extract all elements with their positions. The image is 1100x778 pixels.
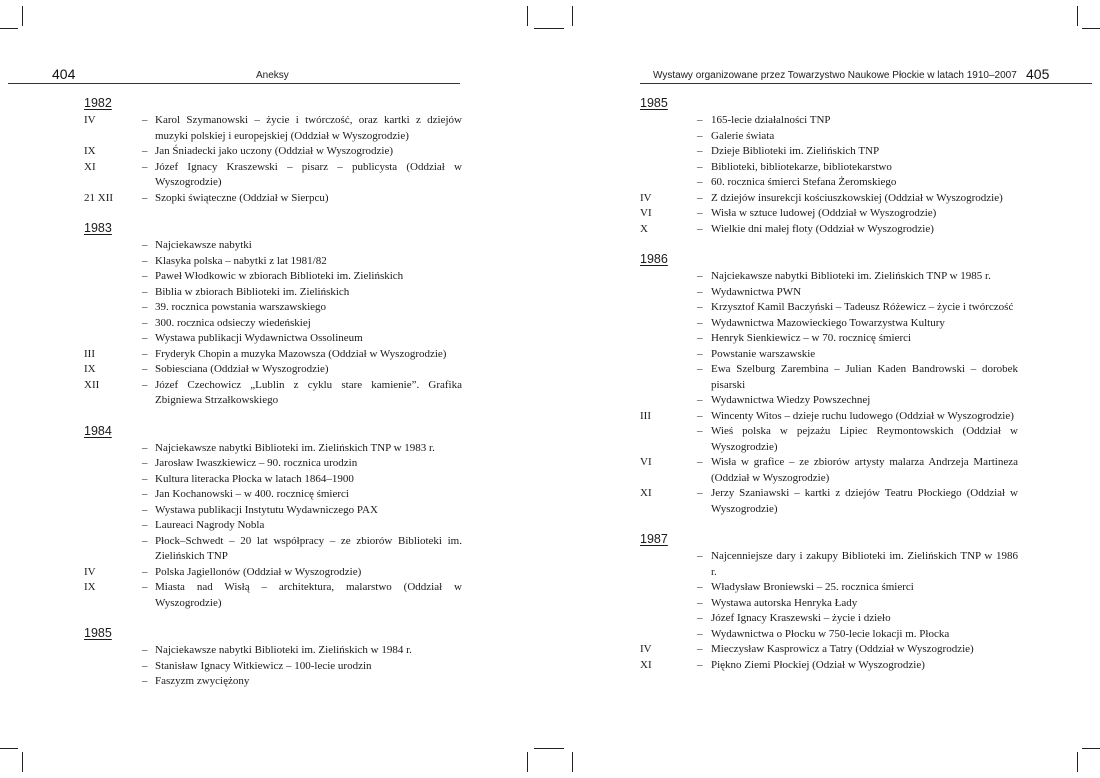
entry-month — [640, 300, 697, 316]
year-section — [640, 95, 1018, 237]
exhibition-entry — [84, 254, 462, 270]
exhibition-entry — [84, 503, 462, 519]
entry-title: Piękno Ziemi Płockiej (Odział w Wyszogrodzie) — [711, 658, 925, 671]
exhibition-entry — [84, 487, 462, 503]
entry-title: Karol Szymanowski – życie i twórczość, oraz kartki z dziejów muzyki polskiej i europejskiej (Oddział w Wyszogrodzie) — [155, 114, 462, 142]
exhibition-entry — [640, 580, 1018, 596]
exhibition-entry — [640, 409, 1018, 425]
entry-dash: – — [697, 176, 703, 188]
entry-title: Wincenty Witos – dzieje ruchu ludowego (Oddział w Wyszogrodzie) — [711, 409, 1014, 422]
entry-month: X — [640, 222, 648, 235]
entry-dash: – — [697, 394, 703, 406]
entry-title: Wielkie dni małej floty (Oddział w Wyszogrodzie) — [711, 222, 934, 235]
exhibition-entry — [640, 191, 1018, 207]
entry-month — [640, 580, 697, 596]
entry-month — [640, 424, 697, 455]
section-gap — [84, 611, 462, 625]
entry-dash: – — [142, 332, 148, 344]
entry-month: XI — [640, 658, 652, 671]
entry-month: XI — [640, 487, 652, 499]
entry-month — [84, 518, 142, 534]
exhibition-entry — [84, 316, 462, 332]
exhibition-entry — [640, 222, 1018, 238]
entry-month — [84, 331, 142, 347]
entry-month — [640, 347, 697, 363]
exhibition-entry — [84, 269, 462, 285]
entry-title: Wieś polska w pejzażu Lipiec Reymontowskich (Oddział w Wyszogrodzie) — [711, 425, 1018, 453]
year-heading: 1983 — [84, 221, 112, 235]
year-heading: 1984 — [84, 423, 112, 438]
entry-month — [84, 441, 142, 457]
entry-title: Henryk Sienkiewicz – w 70. rocznicę śmierci — [711, 332, 912, 344]
entry-dash: – — [697, 409, 703, 422]
entry-month: 21 XII — [84, 191, 114, 204]
year-heading: 1985 — [84, 626, 112, 640]
running-head: Aneksy — [256, 70, 289, 81]
exhibition-entry — [640, 424, 1018, 455]
exhibition-entry — [640, 285, 1018, 301]
entry-title: Wydawnictwa Wiedzy Powszechnej — [711, 394, 871, 406]
exhibition-entry — [640, 362, 1018, 393]
entry-title: Dzieje Biblioteki im. Zielińskich TNP — [711, 145, 880, 157]
entry-month — [84, 269, 142, 285]
entry-dash: – — [142, 488, 148, 500]
entry-month — [640, 393, 697, 409]
exhibition-entry — [640, 596, 1018, 612]
entry-month — [640, 316, 697, 332]
exhibition-entry — [84, 191, 462, 207]
entry-dash: – — [142, 347, 148, 360]
entry-title: Faszyzm zwyciężony — [155, 675, 250, 687]
entry-dash: – — [142, 285, 148, 298]
entry-dash: – — [142, 581, 148, 593]
entry-title: Wydawnictwa o Płocku w 750-lecie lokacji m. Płocka — [711, 627, 950, 640]
entry-dash: – — [697, 191, 703, 204]
entry-title: Józef Ignacy Kraszewski – pisarz – publicysta (Oddział w Wyszogrodzie) — [155, 160, 462, 188]
entry-title: Szopki świąteczne (Oddział w Sierpcu) — [155, 191, 329, 204]
entry-title: Galerie świata — [711, 129, 775, 142]
entry-month: IV — [640, 191, 652, 204]
entry-dash: – — [142, 565, 148, 578]
exhibition-entry — [84, 674, 462, 690]
entry-dash: – — [142, 301, 148, 313]
exhibition-entry — [640, 175, 1018, 191]
entry-dash: – — [142, 114, 148, 126]
exhibition-entry — [640, 316, 1018, 332]
year-heading: 1982 — [84, 96, 112, 110]
entry-dash: – — [142, 457, 148, 469]
year-section — [84, 95, 462, 206]
entry-month: IV — [84, 114, 96, 126]
entry-title: Powstanie warszawskie — [711, 347, 816, 360]
exhibition-entry — [84, 456, 462, 472]
entry-month — [84, 643, 142, 659]
entry-dash: – — [142, 160, 148, 173]
entry-title: Z dziejów insurekcji kościuszkowskiej (Oddział w Wyszogrodzie) — [711, 191, 1003, 204]
entry-title: Najcenniejsze dary i zakupy Biblioteki im. Zielińskich TNP w 1986 r. — [711, 550, 1018, 578]
entry-dash: – — [697, 207, 703, 219]
entry-dash: – — [142, 270, 148, 282]
entry-month — [84, 254, 142, 270]
section-gap — [84, 206, 462, 220]
entry-month — [84, 316, 142, 332]
year-heading: 1986 — [640, 252, 668, 266]
entry-title: Laureaci Nagrody Nobla — [155, 519, 265, 531]
exhibition-entry — [84, 472, 462, 488]
right-page — [550, 0, 1100, 778]
entry-month — [640, 175, 697, 191]
entry-title: Jan Kochanowski – w 400. rocznicę śmierci — [155, 488, 349, 500]
section-gap — [640, 517, 1018, 531]
entry-title: Najciekawsze nabytki — [155, 239, 252, 251]
entry-dash: – — [697, 658, 703, 671]
exhibition-entry — [84, 113, 462, 144]
entry-title: Stanisław Ignacy Witkiewicz – 100-lecie urodzin — [155, 659, 372, 672]
page-number: 405 — [1026, 66, 1050, 82]
exhibition-list — [84, 95, 462, 690]
exhibition-entry — [84, 300, 462, 316]
entry-title: Miasta nad Wisłą – architektura, malarstwo (Oddział w Wyszogrodzie) — [155, 581, 462, 609]
entry-month — [640, 611, 697, 627]
year-section — [640, 251, 1018, 517]
entry-dash: – — [697, 114, 703, 126]
exhibition-entry — [640, 642, 1018, 658]
exhibition-entry — [84, 347, 462, 363]
entry-month: VI — [640, 207, 652, 219]
exhibition-entry — [640, 300, 1018, 316]
entry-dash: – — [697, 643, 703, 655]
entry-month — [84, 472, 142, 488]
exhibition-entry — [84, 238, 462, 254]
entry-dash: – — [142, 659, 148, 672]
entry-title: Krzysztof Kamil Baczyński – Tadeusz Różewicz – życie i twórczość — [711, 301, 1014, 313]
entry-title: Mieczysław Kasprowicz a Tatry (Oddział w Wyszogrodzie) — [711, 643, 974, 655]
exhibition-entry — [84, 144, 462, 160]
section-gap — [84, 409, 462, 423]
entry-title: Józef Czechowicz „Lublin z cyklu stare kamienie”. Grafika Zbigniewa Strzałkowskiego — [155, 378, 462, 406]
entry-month: IX — [84, 145, 96, 157]
entry-dash: – — [142, 644, 148, 656]
entry-dash: – — [697, 270, 703, 282]
entry-dash: – — [142, 378, 148, 391]
entry-title: Jan Śniadecki jako uczony (Oddział w Wyszogrodzie) — [155, 145, 394, 157]
entry-title: Paweł Włodkowic w zbiorach Biblioteki im. Zielińskich — [155, 270, 404, 282]
entry-month — [84, 285, 142, 301]
entry-month: IV — [84, 565, 96, 578]
entry-dash: – — [697, 425, 703, 437]
exhibition-entry — [640, 347, 1018, 363]
entry-month — [640, 596, 697, 612]
entry-title: Klasyka polska – nabytki z lat 1981/82 — [155, 254, 327, 267]
entry-title: Ewa Szelburg Zarembina – Julian Kaden Bandrowski – dorobek pisarski — [711, 363, 1018, 391]
entry-dash: – — [142, 503, 148, 516]
entry-month — [640, 129, 697, 145]
exhibition-entry — [640, 549, 1018, 580]
entry-month — [84, 503, 142, 519]
entry-dash: – — [142, 472, 148, 485]
exhibition-entry — [640, 129, 1018, 145]
entry-month: XI — [84, 160, 96, 173]
entry-dash: – — [697, 456, 703, 468]
entry-dash: – — [697, 596, 703, 609]
entry-title: Wystawa publikacji Wydawnictwa Ossolineum — [155, 332, 363, 344]
entry-month — [640, 331, 697, 347]
entry-title: Jarosław Iwaszkiewicz – 90. rocznica urodzin — [155, 457, 358, 469]
entry-dash: – — [142, 316, 148, 329]
exhibition-entry — [84, 160, 462, 191]
entry-title: Biblia w zbiorach Biblioteki im. Zielińskich — [155, 285, 350, 298]
entry-dash: – — [142, 441, 148, 454]
exhibition-entry — [84, 659, 462, 675]
entry-dash: – — [697, 627, 703, 640]
entry-title: 39. rocznica powstania warszawskiego — [155, 301, 327, 313]
entry-title: Władysław Broniewski – 25. rocznica śmierci — [711, 581, 914, 593]
exhibition-entry — [640, 113, 1018, 129]
entry-month — [640, 627, 697, 643]
entry-month — [84, 534, 142, 565]
entry-title: Wydawnictwa PWN — [711, 285, 802, 298]
year-heading: 1987 — [640, 532, 668, 546]
exhibition-entry — [84, 580, 462, 611]
exhibition-entry — [640, 393, 1018, 409]
entry-dash: – — [697, 160, 703, 173]
entry-dash: – — [697, 550, 703, 562]
entry-dash: – — [142, 254, 148, 267]
entry-month — [84, 487, 142, 503]
entry-month: XII — [84, 378, 100, 391]
exhibition-entry — [84, 285, 462, 301]
exhibition-entry — [640, 455, 1018, 486]
exhibition-entry — [640, 144, 1018, 160]
entry-dash: – — [142, 145, 148, 157]
entry-month — [84, 456, 142, 472]
entry-dash: – — [142, 363, 148, 375]
entry-month: IX — [84, 581, 96, 593]
entry-dash: – — [697, 332, 703, 344]
exhibition-entry — [640, 206, 1018, 222]
entry-dash: – — [142, 239, 148, 251]
entry-dash: – — [697, 487, 703, 499]
entry-dash: – — [697, 145, 703, 157]
exhibition-entry — [84, 378, 462, 409]
entry-dash: – — [697, 581, 703, 593]
entry-month: IX — [84, 363, 96, 375]
exhibition-entry — [84, 565, 462, 581]
entry-month — [640, 113, 697, 129]
entry-title: Biblioteki, bibliotekarze, bibliotekarstwo — [711, 160, 892, 173]
entry-title: Wydawnictwa Mazowieckiego Towarzystwa Kultury — [711, 316, 945, 329]
exhibition-list — [640, 95, 1018, 673]
year-section — [84, 220, 462, 409]
entry-dash: – — [142, 675, 148, 687]
entry-title: Polska Jagiellonów (Oddział w Wyszogrodzie) — [155, 565, 362, 578]
entry-month — [640, 285, 697, 301]
entry-title: Wisła w grafice – ze zbiorów artysty malarza Andrzeja Martineza (Oddział w Wyszogrodzie) — [711, 456, 1018, 484]
year-section — [640, 531, 1018, 673]
entry-title: Płock–Schwedt – 20 lat współpracy – ze zbiorów Biblioteki im. Zielińskich TNP — [155, 534, 462, 562]
exhibition-entry — [84, 331, 462, 347]
entry-dash: – — [697, 222, 703, 235]
entry-dash: – — [697, 612, 703, 624]
year-section — [84, 625, 462, 690]
entry-dash: – — [697, 285, 703, 298]
exhibition-entry — [640, 658, 1018, 674]
entry-month: IV — [640, 643, 652, 655]
entry-title: Najciekawsze nabytki Biblioteki im. Zielińskich w 1984 r. — [155, 644, 412, 656]
entry-title: Józef Ignacy Kraszewski – życie i dzieło — [711, 612, 891, 624]
entry-month — [84, 674, 142, 690]
exhibition-entry — [84, 643, 462, 659]
entry-month — [84, 659, 142, 675]
year-section — [84, 423, 462, 612]
entry-dash: – — [142, 191, 148, 204]
entry-month — [84, 238, 142, 254]
year-heading: 1985 — [640, 96, 668, 110]
entry-month: III — [84, 347, 95, 360]
entry-title: Wisła w sztuce ludowej (Oddział w Wyszogrodzie) — [711, 207, 937, 219]
entry-title: 165-lecie działalności TNP — [711, 114, 831, 126]
exhibition-entry — [640, 611, 1018, 627]
exhibition-entry — [84, 518, 462, 534]
entry-title: Kultura literacka Płocka w latach 1864–1900 — [155, 472, 354, 485]
exhibition-entry — [640, 269, 1018, 285]
entry-title: Najciekawsze nabytki Biblioteki im. Zielińskich TNP w 1985 r. — [711, 270, 991, 282]
section-gap — [640, 237, 1018, 251]
entry-month — [640, 362, 697, 393]
entry-title: Jerzy Szaniawski – kartki z dziejów Teatru Płockiego (Oddział w Wyszogrodzie) — [711, 487, 1018, 515]
entry-dash: – — [697, 316, 703, 329]
entry-dash: – — [142, 519, 148, 531]
entry-title: Wystawa autorska Henryka Łady — [711, 596, 858, 609]
entry-month: III — [640, 409, 651, 422]
entry-month — [84, 300, 142, 316]
exhibition-entry — [640, 486, 1018, 517]
exhibition-entry — [84, 534, 462, 565]
entry-title: 60. rocznica śmierci Stefana Żeromskiego — [711, 176, 897, 188]
entry-dash: – — [697, 347, 703, 360]
entry-month — [640, 144, 697, 160]
entry-dash: – — [142, 534, 148, 547]
entry-title: 300. rocznica odsieczy wiedeńskiej — [155, 316, 311, 329]
entry-month — [640, 160, 697, 176]
exhibition-entry — [640, 627, 1018, 643]
entry-dash: – — [697, 363, 703, 375]
entry-month — [640, 269, 697, 285]
entry-dash: – — [697, 129, 703, 142]
exhibition-entry — [84, 362, 462, 378]
exhibition-entry — [640, 331, 1018, 347]
entry-month: VI — [640, 456, 652, 468]
entry-title: Najciekawsze nabytki Biblioteki im. Zielińskich TNP w 1983 r. — [155, 441, 435, 454]
entry-month — [640, 549, 697, 580]
entry-dash: – — [697, 301, 703, 313]
exhibition-entry — [640, 160, 1018, 176]
running-head: Wystawy organizowane przez Towarzystwo Naukowe Płockie w latach 1910–2007 — [653, 70, 1017, 81]
entry-title: Sobiesciana (Oddział w Wyszogrodzie) — [155, 363, 329, 375]
entry-title: Fryderyk Chopin a muzyka Mazowsza (Oddział w Wyszogrodzie) — [155, 347, 447, 360]
entry-title: Wystawa publikacji Instytutu Wydawniczego PAX — [155, 503, 378, 516]
exhibition-entry — [84, 441, 462, 457]
page-number: 404 — [52, 66, 76, 82]
